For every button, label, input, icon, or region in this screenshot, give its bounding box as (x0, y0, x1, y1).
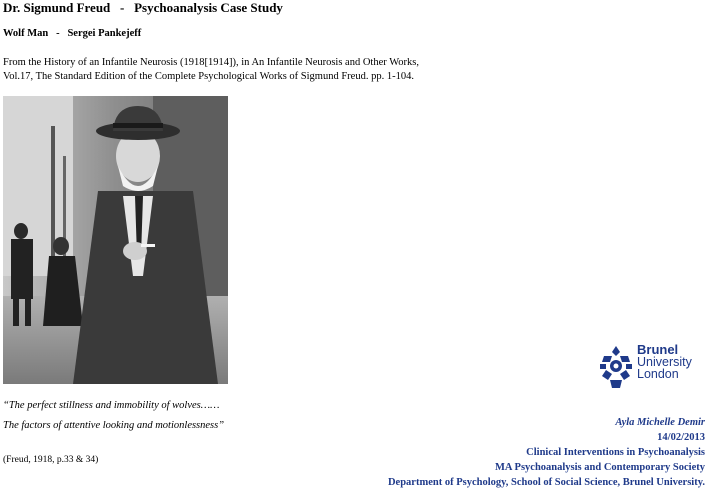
source-line-1: From the History of an Infantile Neurosis (1918[1914]), in An Infantile Neurosis and Other Works, (3, 57, 419, 68)
source-line-2: Vol.17, The Standard Edition of the Complete Psychological Works of Sigmund Freud. pp. 1-104. (3, 71, 414, 82)
logo-wordmark (637, 344, 692, 380)
quote-line-2: The factors of attentive looking and motionlessness” (3, 420, 225, 431)
logo-word-london: London (637, 367, 679, 381)
source-reference (3, 56, 419, 84)
logo-word-brunel: Brunel (637, 342, 679, 357)
course-name: Clinical Interventions in Psychoanalysis (526, 447, 705, 458)
photo-illustration (3, 96, 228, 384)
brunel-crest-icon (598, 344, 634, 390)
programme-name: MA Psychoanalysis and Contemporary Society (495, 462, 705, 473)
author-name: Ayla Michelle Demir (615, 417, 705, 428)
case-subtitle: Wolf Man - Sergei Pankejeff (3, 28, 142, 39)
freud-photograph (3, 96, 228, 384)
author-block (388, 415, 705, 490)
quote-citation: (Freud, 1918, p.33 & 34) (3, 455, 99, 465)
department-name: Department of Psychology, School of Social Science, Brunel University. (387, 477, 705, 488)
page-title: Dr. Sigmund Freud - Psychoanalysis Case Study (3, 0, 283, 15)
presentation-date: 14/02/2013 (657, 432, 705, 443)
quote-line-1: “The perfect stillness and immobility of wolves…… (3, 400, 220, 411)
brunel-logo (598, 344, 690, 392)
logo-word-university: University (637, 355, 692, 369)
